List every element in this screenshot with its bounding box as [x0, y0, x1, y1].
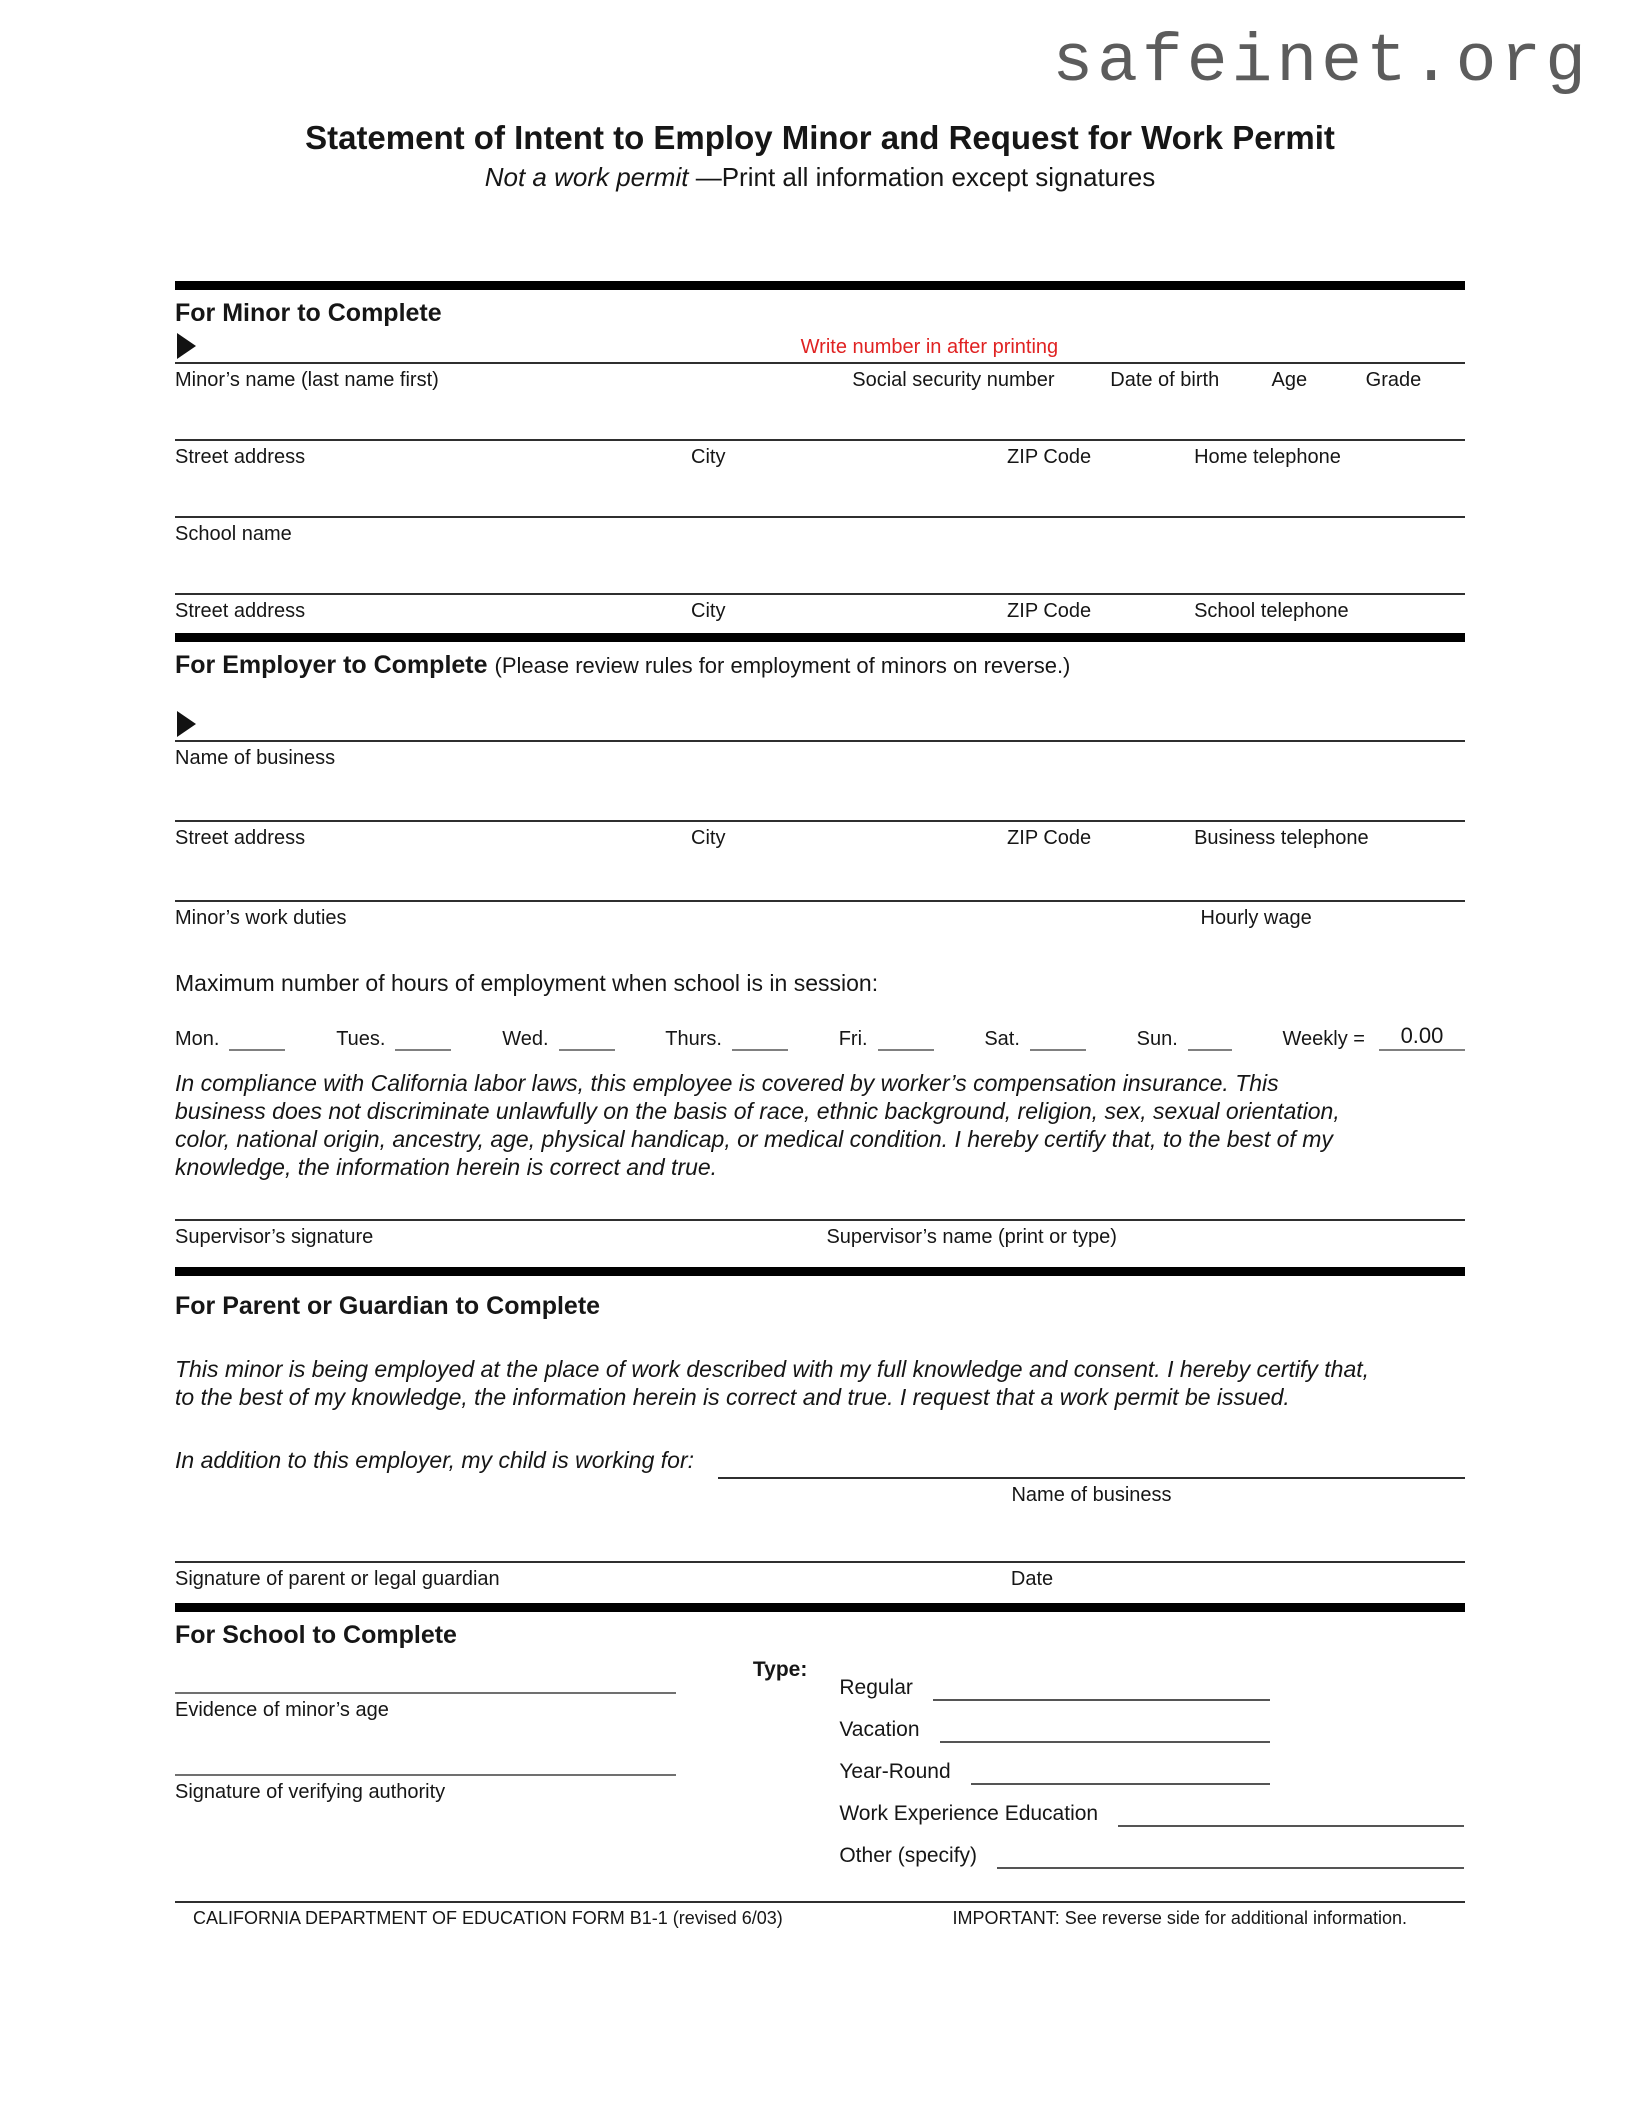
type-option-row	[839, 1800, 1464, 1827]
dob-label: Date of birth	[1110, 368, 1220, 391]
day-label: Sat.	[984, 1027, 1020, 1050]
employer-heading-note: (Please review rules for employment of minors on reverse.)	[494, 652, 1071, 678]
day-fill-line[interactable]	[229, 1025, 285, 1051]
additional-business-field	[718, 1447, 1465, 1507]
minor-name-row[interactable]	[175, 362, 1465, 439]
type-option-row	[839, 1716, 1270, 1743]
additional-employer-prompt: In addition to this employer, my child is working for:	[175, 1447, 695, 1474]
type-option-line[interactable]	[971, 1761, 1271, 1785]
day-fill-line[interactable]	[732, 1025, 788, 1051]
section-bar	[175, 281, 1465, 290]
supervisor-signature-row[interactable]	[175, 1219, 1465, 1267]
day-item	[1137, 1025, 1232, 1051]
type-option-line[interactable]	[1118, 1803, 1464, 1827]
weekly-value-field[interactable]	[1379, 1023, 1465, 1051]
weekly-item	[1283, 1023, 1465, 1051]
type-option-label: Vacation	[839, 1718, 920, 1742]
parent-signature-label: Signature of parent or legal guardian	[175, 1568, 500, 1591]
city-label: City	[691, 599, 726, 622]
work-duties-row[interactable]	[175, 900, 1465, 956]
day-fill-line[interactable]	[395, 1025, 451, 1051]
minor-arrow-row	[175, 328, 1465, 362]
type-option-line[interactable]	[933, 1677, 1270, 1701]
employer-address-row[interactable]	[175, 820, 1465, 900]
authority-fill-area[interactable]	[175, 1722, 676, 1774]
school-address-row[interactable]	[175, 593, 1465, 633]
city-label: City	[691, 826, 726, 849]
section-bar	[175, 1603, 1465, 1612]
day-label: Mon.	[175, 1027, 220, 1050]
parent-section-heading: For Parent or Guardian to Complete	[175, 1291, 601, 1320]
zip-code-label: ZIP Code	[1007, 826, 1092, 849]
street-address-label: Street address	[175, 826, 306, 849]
type-label: Type:	[752, 1658, 808, 1682]
hourly-wage-label: Hourly wage	[1200, 906, 1312, 929]
evidence-fill-area[interactable]	[175, 1656, 676, 1692]
compliance-line: In compliance with California labor laws, this employee is covered by worker’s compensation insurance. This	[175, 1069, 1279, 1096]
form-subtitle-italic: Not a work permit	[484, 161, 689, 192]
school-section-heading: For School to Complete	[175, 1621, 457, 1650]
supervisor-name-label: Supervisor’s name (print or type)	[826, 1225, 1117, 1248]
type-option-label: Regular	[839, 1676, 913, 1700]
employer-arrow-row	[175, 680, 1465, 740]
school-telephone-label: School telephone	[1194, 599, 1349, 622]
parent-signature-row[interactable]	[175, 1561, 1465, 1603]
street-address-label: Street address	[175, 599, 306, 622]
day-item	[336, 1025, 451, 1051]
ssn-handwrite-note: Write number in after printing	[800, 335, 1059, 358]
authority-line[interactable]	[175, 1774, 676, 1776]
pointer-arrow-icon	[177, 711, 196, 737]
form-subtitle-rest: —Print all information except signatures	[695, 161, 1156, 192]
home-telephone-label: Home telephone	[1194, 445, 1341, 468]
business-telephone-label: Business telephone	[1194, 826, 1369, 849]
minor-name-label: Minor’s name (last name first)	[175, 368, 439, 391]
compliance-paragraph	[175, 1069, 1465, 1181]
school-name-label: School name	[175, 522, 292, 545]
form-subtitle	[175, 162, 1465, 193]
form-title: Statement of Intent to Employ Minor and Request for Work Permit	[305, 118, 1335, 156]
type-option-list	[839, 1674, 1464, 1884]
day-fill-line[interactable]	[1188, 1025, 1232, 1051]
day-fill-line[interactable]	[559, 1025, 615, 1051]
business-name-row[interactable]	[175, 740, 1465, 820]
additional-employer-row	[175, 1447, 1465, 1507]
additional-business-line[interactable]	[718, 1447, 1465, 1479]
day-item	[175, 1025, 285, 1051]
day-item	[502, 1025, 614, 1051]
day-item	[984, 1025, 1086, 1051]
zip-code-label: ZIP Code	[1007, 445, 1092, 468]
day-label: Fri.	[838, 1027, 868, 1050]
compliance-line: business does not discriminate unlawfully on the basis of race, ethnic background, religion, sex, sexual orientation,	[175, 1097, 1340, 1124]
day-label: Sun.	[1136, 1027, 1178, 1050]
day-label: Thurs.	[665, 1027, 722, 1050]
age-label: Age	[1271, 368, 1308, 391]
type-option-row	[839, 1674, 1270, 1701]
city-label: City	[691, 445, 726, 468]
type-option-label: Year-Round	[839, 1760, 951, 1784]
additional-business-label: Name of business	[1011, 1484, 1172, 1507]
compliance-line: knowledge, the information herein is correct and true.	[175, 1153, 718, 1180]
type-option-line[interactable]	[940, 1719, 1271, 1743]
ssn-label: Social security number	[852, 368, 1055, 391]
compliance-line: color, national origin, ancestry, age, physical handicap, or medical condition. I hereby certify that, to the best of my	[175, 1125, 1333, 1152]
school-columns	[175, 1656, 1465, 1901]
type-option-label: Work Experience Education	[839, 1802, 1099, 1826]
footer-right-text: IMPORTANT: See reverse side for additional information.	[952, 1908, 1407, 1929]
day-fill-line[interactable]	[878, 1025, 934, 1051]
type-option-line[interactable]	[997, 1845, 1464, 1869]
weekly-label: Weekly =	[1282, 1027, 1365, 1050]
type-option-row	[839, 1842, 1464, 1869]
weekly-value: 0.00	[1400, 1022, 1444, 1048]
minor-section-heading: For Minor to Complete	[175, 298, 442, 327]
work-duties-label: Minor’s work duties	[175, 906, 347, 929]
type-option-label: Other (specify)	[839, 1844, 978, 1868]
type-option-row	[839, 1758, 1270, 1785]
date-label: Date	[1010, 1568, 1054, 1591]
employer-heading-text: For Employer to Complete	[175, 650, 488, 679]
school-left-column	[175, 1656, 676, 1804]
school-name-row[interactable]	[175, 516, 1465, 593]
section-bar	[175, 633, 1465, 642]
day-fill-line[interactable]	[1030, 1025, 1086, 1051]
grade-label: Grade	[1365, 368, 1422, 391]
watermark-text: safeinet.org	[1052, 24, 1590, 101]
consent-line: to the best of my knowledge, the information herein is correct and true. I request that a work permit be issued.	[175, 1384, 1290, 1411]
day-item	[665, 1025, 788, 1051]
footer-left-text: CALIFORNIA DEPARTMENT OF EDUCATION FORM B1-1 (revised 6/03)	[193, 1908, 783, 1929]
hours-prompt: Maximum number of hours of employment when school is in session:	[175, 969, 879, 996]
minor-address-row[interactable]	[175, 439, 1465, 516]
pointer-arrow-icon	[177, 333, 196, 359]
evidence-label: Evidence of minor’s age	[175, 1699, 389, 1722]
zip-code-label: ZIP Code	[1007, 599, 1092, 622]
page-footer	[175, 1901, 1465, 1929]
day-item	[839, 1025, 934, 1051]
section-bar	[175, 1267, 1465, 1276]
consent-paragraph	[175, 1355, 1465, 1411]
consent-line: This minor is being employed at the place of work described with my full knowledge and consent. I hereby certify that,	[175, 1355, 1370, 1382]
day-label: Tues.	[336, 1027, 386, 1050]
employer-section-heading	[175, 651, 1465, 680]
day-label: Wed.	[502, 1027, 549, 1050]
authority-label: Signature of verifying authority	[175, 1781, 446, 1804]
business-name-label: Name of business	[175, 746, 336, 769]
evidence-line[interactable]	[175, 1692, 676, 1694]
supervisor-signature-label: Supervisor’s signature	[175, 1225, 374, 1248]
street-address-label: Street address	[175, 445, 306, 468]
days-row	[175, 1023, 1465, 1051]
